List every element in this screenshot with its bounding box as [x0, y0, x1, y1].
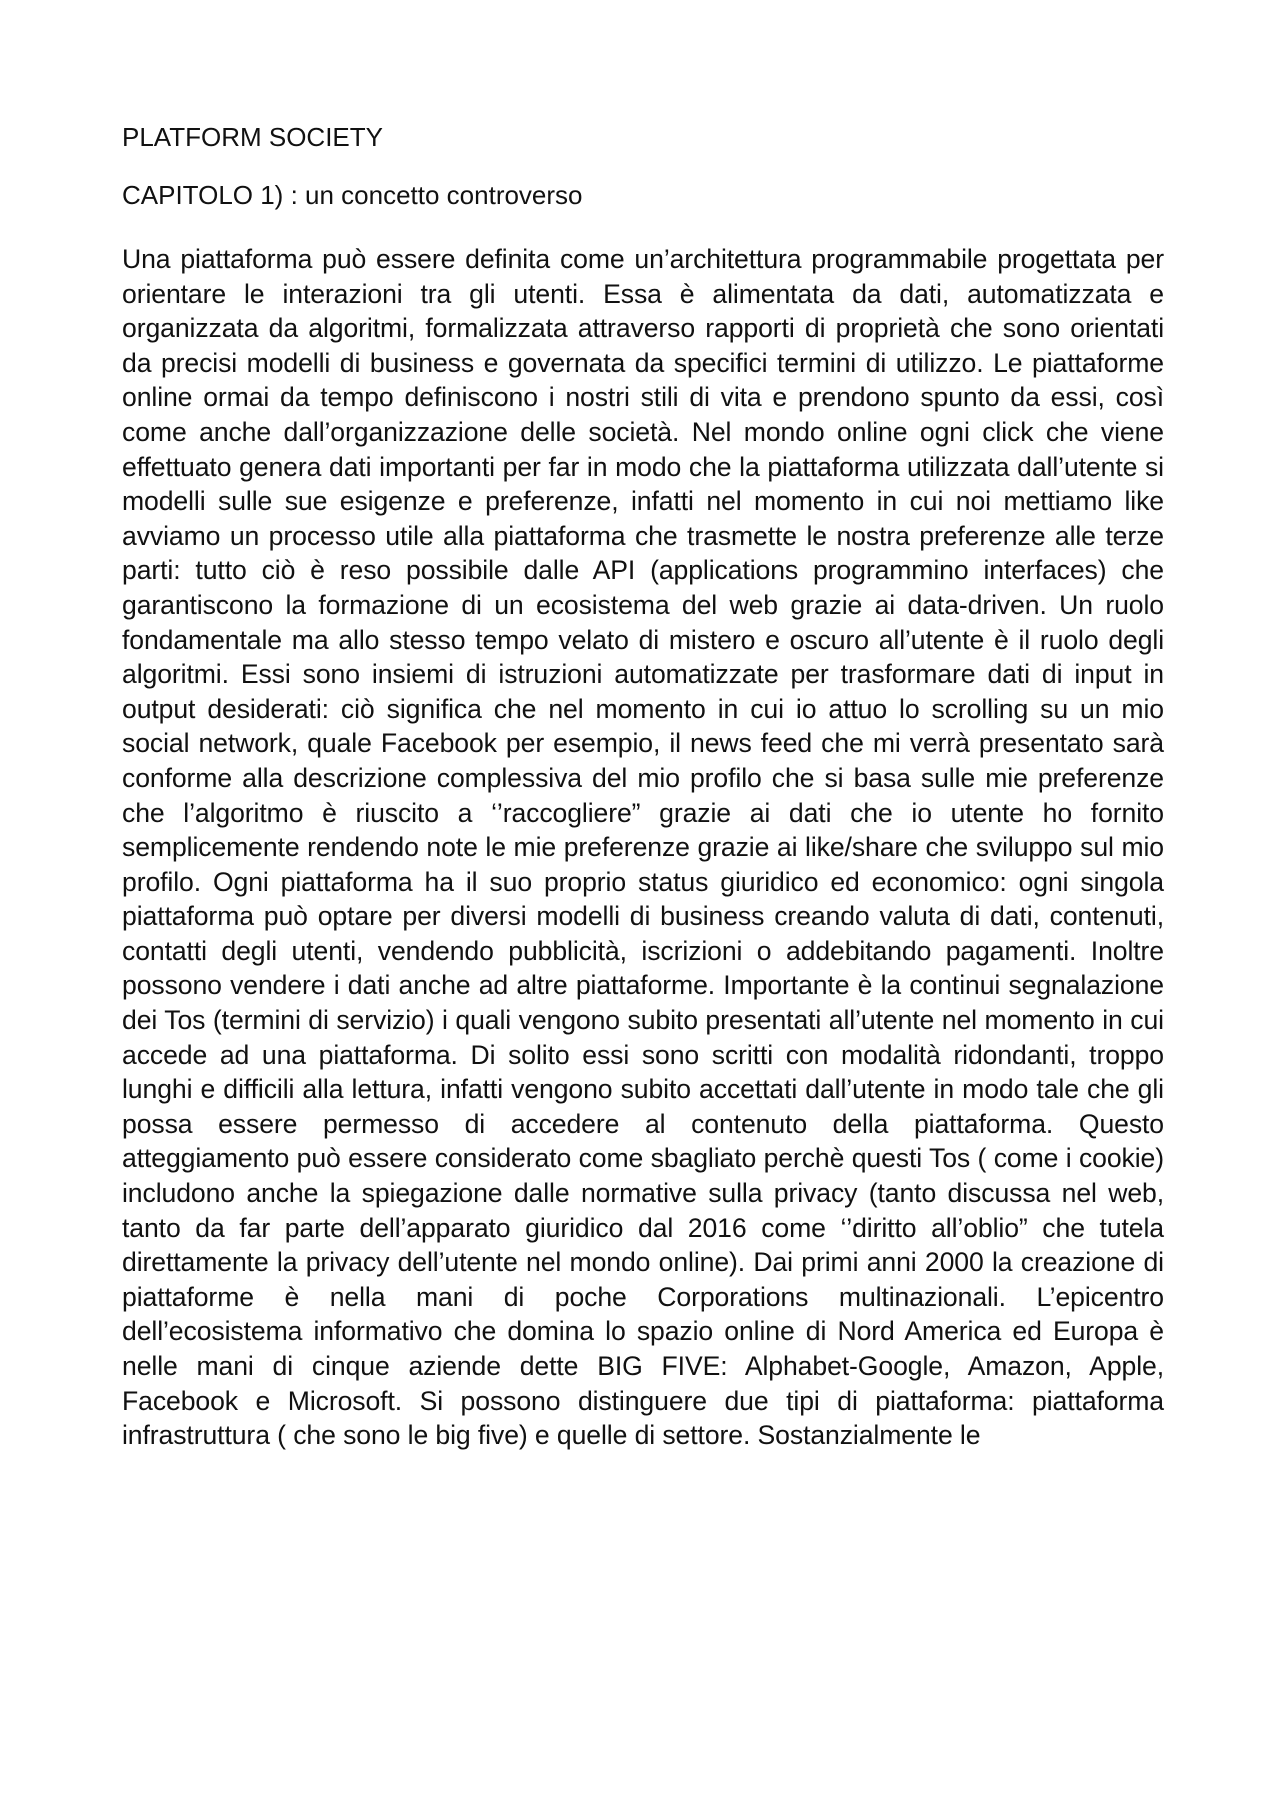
document-page — [122, 120, 1164, 1453]
body-paragraph: Una piattaforma può essere definita come un’architettura programmabile progettata per orientare le interazioni tra gli utenti. Essa è alimentata da dati, automatizzata e organizzata da algoritmi, formalizzata attraverso rapporti di proprietà che sono orientati da precisi modelli di business e governata da specifici termini di utilizzo. Le piattaforme online ormai da tempo definiscono i nostri stili di vita e prendono spunto da essi, così come anche dall’organizzazione delle società. Nel mondo online ogni click che viene effettuato genera dati importanti per far in modo che la piattaforma utilizzata dall’utente si modelli sulle sue esigenze e preferenze, infatti nel momento in cui noi mettiamo like avviamo un processo utile alla piattaforma che trasmette le nostra preferenze alle terze parti: tutto ciò è reso possibile dalle API (applications programmino interfaces) che garantiscono la formazione di un ecosistema del web grazie ai data-driven. Un ruolo fondamentale ma allo stesso tempo velato di mistero e oscuro all’utente è il ruolo degli algoritmi. Essi sono insiemi di istruzioni automatizzate per trasformare dati di input in output desiderati: ciò significa che nel momento in cui io attuo lo scrolling su un mio social network, quale Facebook per esempio, il news feed che mi verrà presentato sarà conforme alla descrizione complessiva del mio profilo che si basa sulle mie preferenze che l’algoritmo è riuscito a ‘’raccogliere” grazie ai dati che io utente ho fornito semplicemente rendendo note le mie preferenze grazie ai like/share che sviluppo sul mio profilo. Ogni piattaforma ha il suo proprio status giuridico ed economico: ogni singola piattaforma può optare per diversi modelli di business creando valuta di dati, contenuti, contatti degli utenti, vendendo pubblicità, iscrizioni o addebitando pagamenti. Inoltre possono vendere i dati anche ad altre piattaforme. Importante è la continui segnalazione dei Tos (termini di servizio) i quali vengono subito presentati all’utente nel momento in cui accede ad una piattaforma. Di solito essi sono scritti con modalità ridondanti, troppo lunghi e difficili alla lettura, infatti vengono subito accettati dall’utente in modo tale che gli possa essere permesso di accedere al contenuto della piattaforma. Questo atteggiamento può essere considerato come sbagliato perchè questi Tos ( come i cookie) includono anche la spiegazione dalle normative sulla privacy (tanto discussa nel web, tanto da far parte dell’apparato giuridico dal 2016 come ‘’diritto all’oblio” che tutela direttamente la privacy dell’utente nel mondo online). Dai primi anni 2000 la creazione di piattaforme è nella mani di poche Corporations multinazionali. L’epicentro dell’ecosistema informativo che domina lo spazio online di Nord America ed Europa è nelle mani di cinque aziende dette BIG FIVE: Alphabet-Google, Amazon, Apple, Facebook e Microsoft. Si possono distinguere due tipi di piattaforma: piattaforma infrastruttura ( che sono le big five) e quelle di settore. Sostanzialmente le — [122, 244, 1164, 1451]
chapter-title: CAPITOLO 1) : un concetto controverso — [122, 180, 583, 210]
document-title: PLATFORM SOCIETY — [122, 122, 383, 152]
